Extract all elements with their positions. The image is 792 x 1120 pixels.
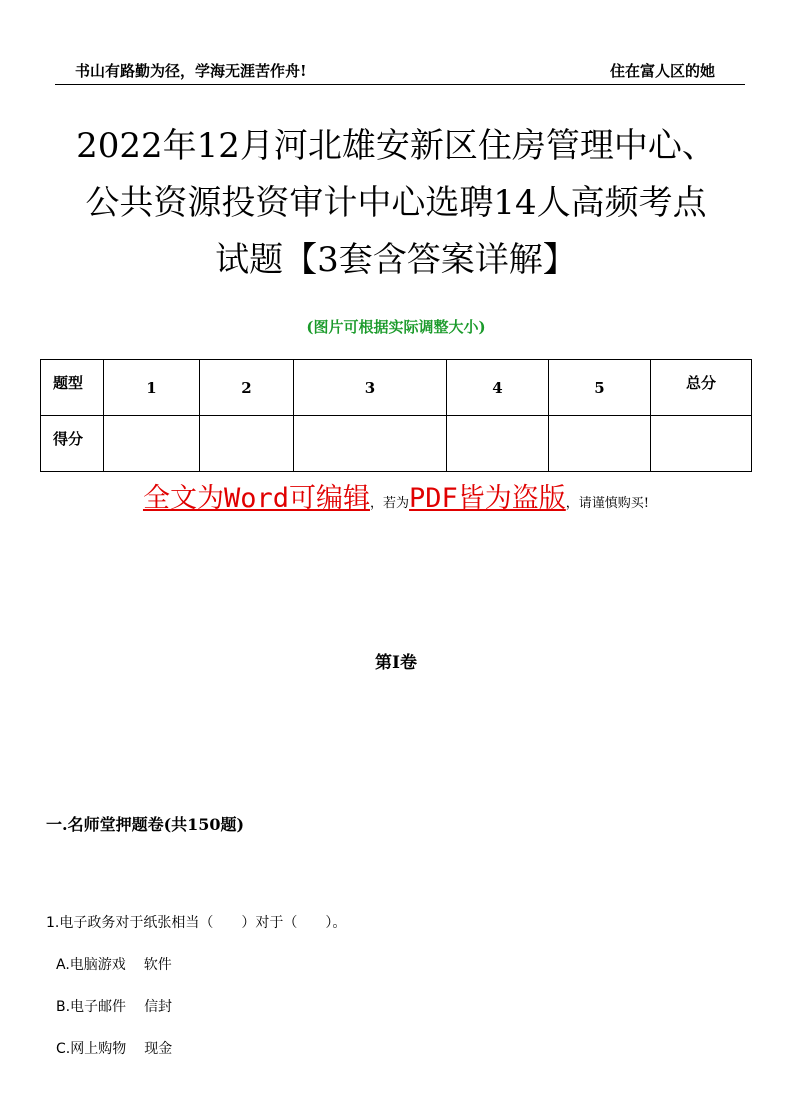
score-table-header-row xyxy=(41,360,752,416)
notice-word-editable: 全文为Word可编辑 xyxy=(142,483,370,514)
score-cell-4 xyxy=(447,416,549,472)
column-3: 3 xyxy=(294,360,447,416)
document-title xyxy=(30,118,762,289)
column-5: 5 xyxy=(549,360,651,416)
image-note: (图片可根据实际调整大小) xyxy=(306,318,486,336)
question-type-label: 题型 xyxy=(41,360,104,416)
score-cell-total xyxy=(651,416,752,472)
header-author: 住在富人区的她 xyxy=(609,62,715,80)
title-line-3: 试题【3套含答案详解】 xyxy=(215,240,577,280)
option-c-label: C.网上购物 xyxy=(56,1041,127,1057)
score-cell-2 xyxy=(200,416,294,472)
notice-pdf-pirated: PDF皆为盗版 xyxy=(409,483,566,514)
section-heading: 一.名师堂押题卷(共150题) xyxy=(46,815,245,834)
page-header xyxy=(55,56,745,85)
score-cell-3 xyxy=(294,416,447,472)
header-motto: 书山有路勤为径，学海无涯苦作舟! xyxy=(75,62,307,80)
volume-heading: 第I卷 xyxy=(375,653,417,673)
option-a-answer: 软件 xyxy=(143,957,172,973)
option-b-answer: 信封 xyxy=(144,999,173,1015)
total-label: 总分 xyxy=(651,360,752,416)
option-c xyxy=(56,1038,172,1058)
score-cell-1 xyxy=(104,416,200,472)
title-line-1: 2022年12月河北雄安新区住房管理中心、 xyxy=(76,126,716,166)
option-b xyxy=(56,996,172,1016)
score-table xyxy=(40,359,752,472)
notice-connector: ，若为 xyxy=(370,496,410,511)
question-1-text: 1.电子政务对于纸张相当（ ）对于（ ）。 xyxy=(46,915,347,931)
notice-caution: ，请谨慎购买! xyxy=(565,496,650,511)
option-a-label: A.电脑游戏 xyxy=(56,957,126,973)
option-c-answer: 现金 xyxy=(144,1041,173,1057)
column-2: 2 xyxy=(200,360,294,416)
column-4: 4 xyxy=(447,360,549,416)
option-b-label: B.电子邮件 xyxy=(56,999,127,1015)
title-line-2: 公共资源投资审计中心选聘14人高频考点 xyxy=(85,183,707,223)
score-table-score-row xyxy=(41,416,752,472)
column-1: 1 xyxy=(104,360,200,416)
option-a xyxy=(56,954,172,974)
edit-notice xyxy=(0,476,792,515)
score-label: 得分 xyxy=(41,416,104,472)
score-cell-5 xyxy=(549,416,651,472)
